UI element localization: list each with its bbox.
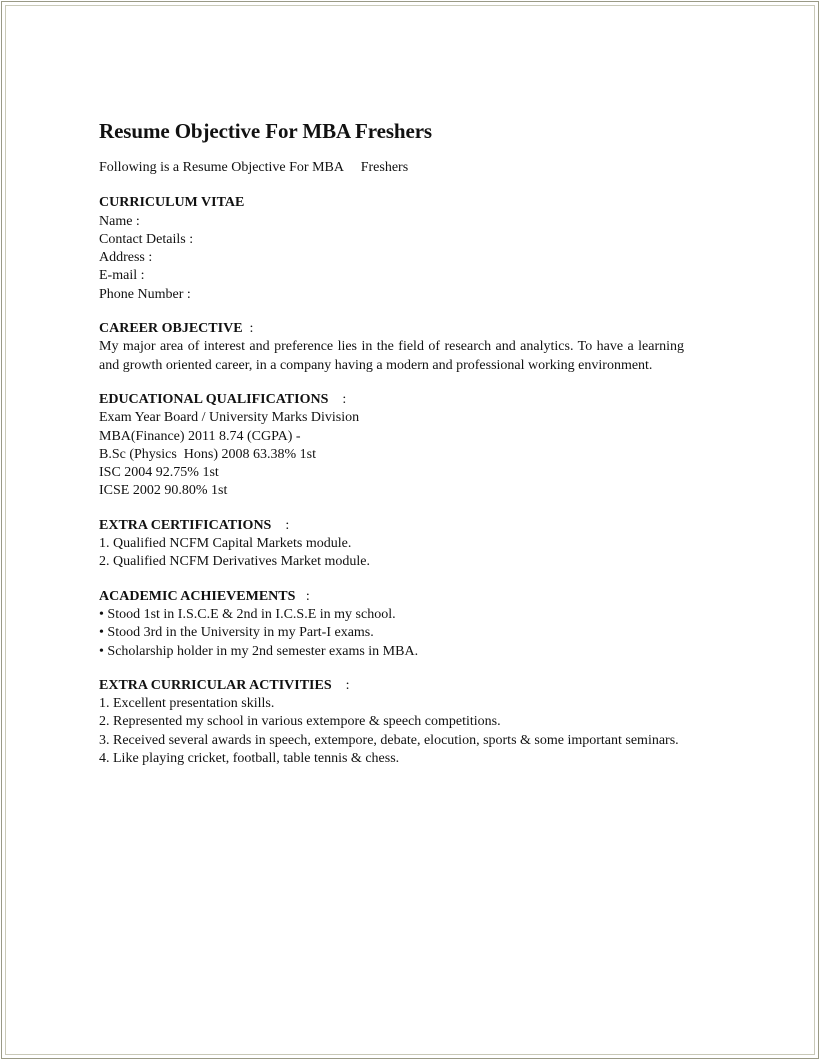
achievements-colon: : bbox=[295, 588, 310, 604]
career-objective-text: My major area of interest and preference lies in the field of research and analytics. To have a learning and growth oriented career, in a company having a modern and professional working environment. bbox=[99, 339, 684, 373]
certifications-heading bbox=[99, 517, 684, 535]
certifications-section bbox=[99, 517, 684, 572]
education-line: MBA(Finance) 2011 8.74 (CGPA) - bbox=[99, 428, 301, 444]
achievement-item: • Stood 3rd in the University in my Part-I exams. bbox=[99, 625, 374, 641]
extracurricular-heading-text: EXTRA CURRICULAR ACTIVITIES bbox=[99, 677, 332, 693]
cv-field-name: Name : bbox=[99, 213, 140, 229]
extracurricular-heading bbox=[99, 677, 684, 695]
career-objective-section bbox=[99, 320, 684, 375]
extracurricular-item: 3. Received several awards in speech, extempore, debate, elocution, sports & some important seminars. bbox=[99, 732, 679, 748]
extracurricular-item: 1. Excellent presentation skills. bbox=[99, 696, 275, 712]
education-line: B.Sc (Physics Hons) 2008 63.38% 1st bbox=[99, 446, 317, 462]
certification-item: 2. Qualified NCFM Derivatives Market module. bbox=[99, 554, 371, 570]
cv-field-contact: Contact Details : bbox=[99, 231, 194, 247]
education-heading bbox=[99, 391, 684, 409]
education-section bbox=[99, 391, 684, 501]
resume-document bbox=[99, 116, 684, 768]
certification-item: 1. Qualified NCFM Capital Markets module. bbox=[99, 536, 352, 552]
career-objective-heading bbox=[99, 320, 684, 338]
certifications-heading-text: EXTRA CERTIFICATIONS bbox=[99, 517, 272, 533]
achievements-section bbox=[99, 588, 684, 661]
achievements-heading-text: ACADEMIC ACHIEVEMENTS bbox=[99, 588, 296, 604]
certifications-colon: : bbox=[271, 517, 290, 533]
intro-text: Following is a Resume Objective For MBA Freshers bbox=[99, 160, 409, 175]
education-colon: : bbox=[328, 391, 347, 407]
career-objective-heading-text: CAREER OBJECTIVE bbox=[99, 321, 243, 337]
cv-field-address: Address : bbox=[99, 250, 153, 266]
extracurricular-colon: : bbox=[331, 677, 350, 693]
extracurricular-item: 4. Like playing cricket, football, table tennis & chess. bbox=[99, 751, 400, 767]
document-title: Resume Objective For MBA Freshers bbox=[99, 119, 433, 143]
education-heading-text: EDUCATIONAL QUALIFICATIONS bbox=[99, 391, 329, 407]
achievements-heading bbox=[99, 588, 684, 606]
education-line: ISC 2004 92.75% 1st bbox=[99, 465, 219, 481]
cv-section bbox=[99, 194, 684, 304]
extracurricular-item: 2. Represented my school in various extempore & speech competitions. bbox=[99, 714, 501, 730]
extracurricular-section bbox=[99, 677, 684, 768]
achievement-item: • Scholarship holder in my 2nd semester exams in MBA. bbox=[99, 643, 419, 659]
cv-heading: CURRICULUM VITAE bbox=[99, 195, 245, 211]
cv-field-phone: Phone Number : bbox=[99, 286, 191, 302]
career-objective-colon: : bbox=[242, 321, 254, 337]
achievement-item: • Stood 1st in I.S.C.E & 2nd in I.C.S.E in my school. bbox=[99, 606, 396, 622]
cv-field-email: E-mail : bbox=[99, 268, 145, 284]
education-line: ICSE 2002 90.80% 1st bbox=[99, 483, 228, 499]
education-line: Exam Year Board / University Marks Division bbox=[99, 410, 360, 426]
